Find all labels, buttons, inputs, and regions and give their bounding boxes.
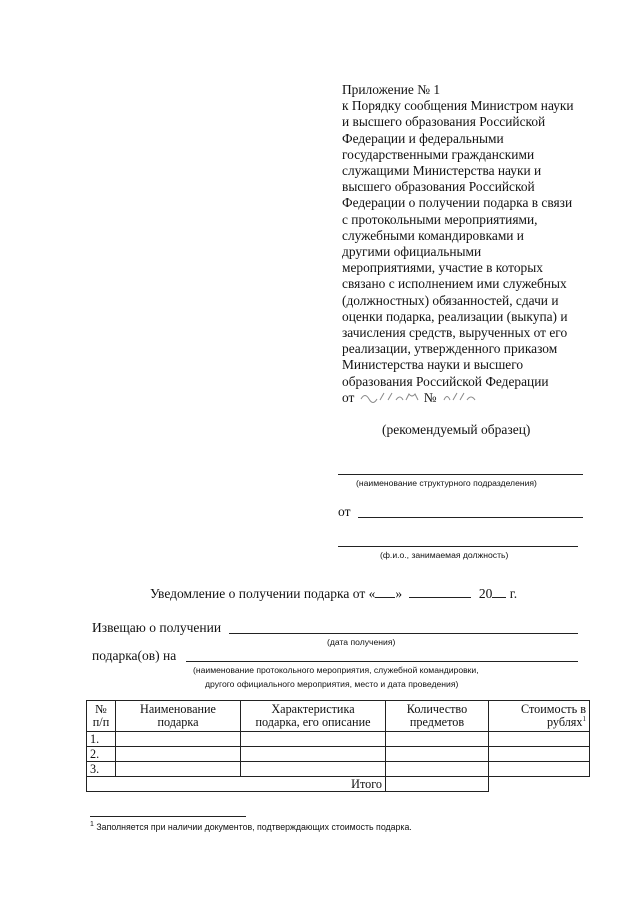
total-qty-cell[interactable] [386, 777, 489, 792]
total-label: Итого [87, 777, 386, 792]
header-qty [386, 701, 489, 732]
footnote-divider [90, 816, 246, 817]
header-desc-line-2: подарка, его описание [255, 715, 371, 729]
appendix-line: другими официальными [342, 244, 482, 260]
receipt-date-caption: (дата получения) [327, 637, 396, 647]
header-num-line-1: № [95, 702, 107, 716]
header-desc-line-1: Характеристика [271, 702, 355, 716]
notice-month-blank[interactable] [409, 597, 471, 598]
appendix-line: служебными командировками и [342, 227, 524, 243]
gift-qty-cell[interactable] [386, 762, 489, 777]
receipt-date-field-line[interactable] [229, 633, 578, 634]
header-cost-line-2 [492, 716, 586, 729]
event-field-line[interactable] [186, 661, 578, 662]
appendix-line: (должностных) обязанностей, сдачи и [342, 292, 559, 308]
header-qty-line-1: Количество [406, 702, 468, 716]
appendix-line: и высшего образования Российской [342, 114, 546, 130]
header-desc [241, 701, 386, 732]
gift-name-cell[interactable] [116, 732, 241, 747]
notice-day-blank[interactable] [375, 597, 395, 598]
appendix-line: высшего образования Российской [342, 179, 535, 195]
footnote [90, 822, 412, 832]
appendix-line: зачисления средств, вырученных от его [342, 325, 568, 341]
appendix-line: государственными гражданскими [342, 146, 535, 162]
person-field-line[interactable] [338, 546, 578, 547]
appendix-line: связано с исполнением ими служебных [342, 276, 567, 292]
header-num [87, 701, 116, 732]
table-row [87, 762, 590, 777]
gift-cost-cell[interactable] [489, 732, 590, 747]
gift-qty-cell[interactable] [386, 732, 489, 747]
notice-title-start: Уведомление о получении подарка от « [150, 586, 376, 601]
appendix-line: образования Российской Федерации [342, 373, 549, 389]
footnote-text: Заполняется при наличии документов, подтверждающих стоимость подарка. [96, 822, 412, 832]
table-header-row [87, 701, 590, 732]
gifts-label: подарка(ов) на [92, 648, 177, 663]
notice-year-suffix: г. [509, 586, 518, 601]
appendix-line: оценки подарка, реализации (выкупа) и [342, 308, 568, 324]
footnote-mark: 1 [90, 821, 94, 829]
gift-name-cell[interactable] [116, 762, 241, 777]
gift-cost-cell[interactable] [489, 762, 590, 777]
header-cost-line-1: Стоимость в [521, 702, 586, 716]
header-num-line-2: п/п [92, 715, 110, 729]
order-number-sign: № [423, 389, 437, 405]
order-from-label: от [342, 389, 355, 405]
event-caption-2: другого официального мероприятия, место и дата проведения) [205, 679, 459, 689]
table-total-row [87, 777, 590, 792]
sample-label: (рекомендуемый образец) [382, 422, 531, 437]
handwritten-date-scribble [358, 391, 424, 403]
notice-title-mid: » [395, 586, 403, 601]
header-cost [489, 701, 590, 732]
gift-cost-cell[interactable] [489, 747, 590, 762]
header-name-line-1: Наименование [140, 702, 216, 716]
header-name-line-2: подарка [157, 715, 199, 729]
notice-title [150, 586, 517, 602]
header-name [116, 701, 241, 732]
notice-year-blank[interactable] [492, 597, 506, 598]
appendix-line: Приложение № 1 [342, 82, 441, 97]
header-cost-text: рублях [546, 715, 583, 729]
gift-qty-cell[interactable] [386, 747, 489, 762]
appendix-line: Федерации и федеральными [342, 130, 504, 146]
from-label: от [338, 504, 351, 519]
from-field-line[interactable] [358, 517, 583, 518]
gift-desc-cell[interactable] [241, 747, 386, 762]
row-number: 2. [87, 747, 116, 762]
handwritten-number-scribble [440, 391, 480, 403]
department-field-line[interactable] [338, 474, 583, 475]
row-number: 3. [87, 762, 116, 777]
person-caption: (ф.и.о., занимаемая должность) [380, 550, 509, 560]
notice-year-prefix: 20 [478, 586, 493, 601]
appendix-line: реализации, утвержденного приказом [342, 341, 558, 357]
department-caption: (наименование структурного подразделения) [356, 478, 537, 488]
header-cost-footnote-mark: 1 [582, 714, 586, 723]
appendix-line: мероприятиями, участие в которых [342, 260, 543, 276]
table-row [87, 732, 590, 747]
appendix-line: служащими Министерства науки и [342, 163, 542, 179]
table-row [87, 747, 590, 762]
appendix-line: Министерства науки и высшего [342, 357, 524, 373]
inform-label: Извещаю о получении [92, 620, 222, 635]
row-number: 1. [87, 732, 116, 747]
gifts-table [86, 700, 590, 792]
gift-name-cell[interactable] [116, 747, 241, 762]
total-cost-cell [489, 777, 590, 792]
appendix-line: к Порядку сообщения Министром науки [342, 98, 574, 114]
appendix-line: Федерации о получении подарка в связи [342, 195, 573, 211]
appendix-line: с протокольными мероприятиями, [342, 211, 538, 227]
gift-desc-cell[interactable] [241, 732, 386, 747]
order-date-number-line [342, 390, 602, 406]
appendix-block [342, 82, 602, 406]
gift-desc-cell[interactable] [241, 762, 386, 777]
event-caption-1: (наименование протокольного мероприятия, служебной командировки, [193, 665, 479, 675]
header-qty-line-2: предметов [409, 715, 465, 729]
